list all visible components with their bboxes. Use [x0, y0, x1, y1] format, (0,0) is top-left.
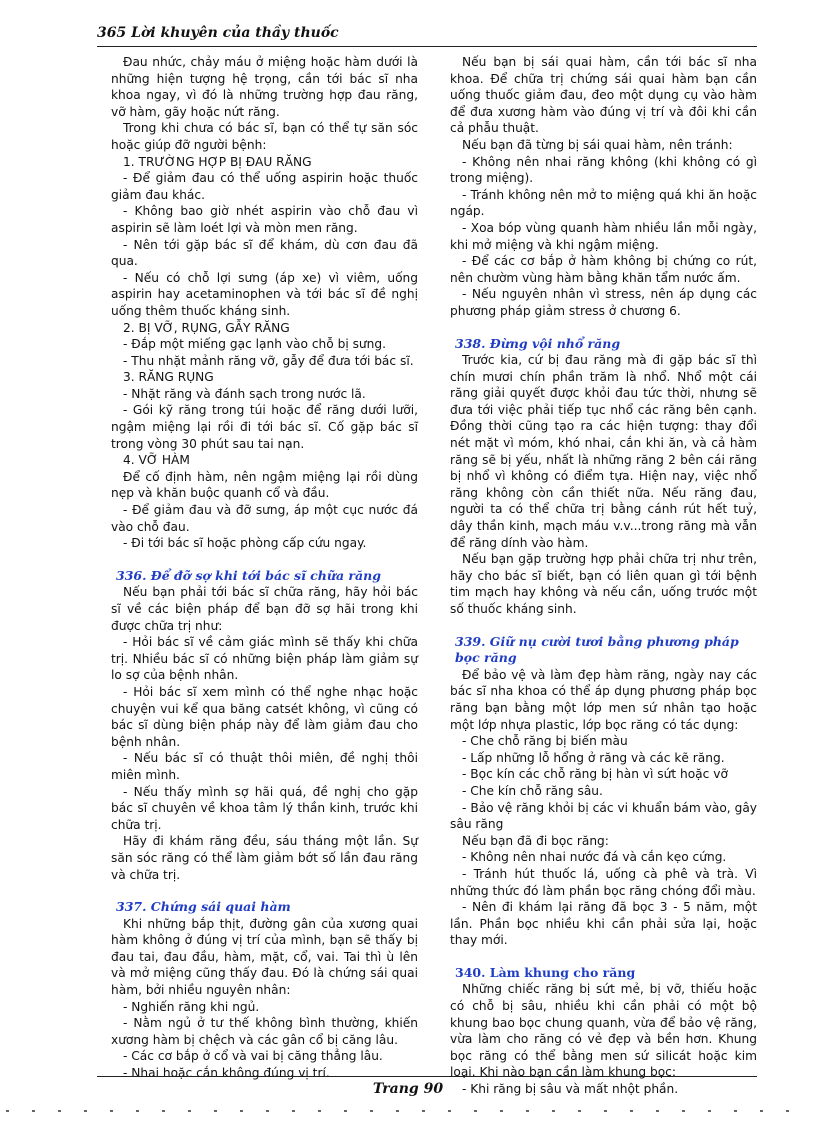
paragraph: - Nằm ngủ ở tư thế không bình thường, khiến xương hàm bị chệch và các gân cổ bị căng lâu.	[111, 1016, 418, 1047]
edge-dot	[240, 1110, 243, 1112]
paragraph: - Nghiến răng khi ngủ.	[123, 999, 260, 1014]
paragraph: - Nhai hoặc cắn không đúng vị trí.	[123, 1066, 330, 1081]
paragraph: - Bọc kín các chỗ răng bị hàn vì sứt hoặc vỡ	[462, 767, 728, 782]
section-heading: 339. Giữ nụ cười tươi bằng phương pháp bọc răng	[455, 633, 739, 666]
paragraph: - Để giảm đau và đỡ sưng, áp một cục nước đá vào chỗ đau.	[111, 503, 418, 534]
book-title: 365 Lời khuyên của thầy thuốc	[97, 25, 339, 41]
paragraph: - Khi răng bị sâu và mất nhột phần.	[462, 1082, 679, 1097]
edge-dot	[266, 1110, 269, 1112]
paragraph: - Nếu nguyên nhân vì stress, nên áp dụng các phương pháp giảm stress ở chương 6.	[450, 287, 757, 318]
paragraph: Trong khi chưa có bác sĩ, bạn có thể tự săn sóc hoặc giúp đỡ người bệnh:	[111, 121, 418, 152]
edge-dot	[448, 1110, 451, 1112]
bottom-edge-dots	[6, 1110, 810, 1116]
right-column	[450, 54, 757, 1098]
paragraph: Nếu bạn đã từng bị sái quai hàm, nên tránh:	[462, 137, 733, 152]
paragraph: - Nhặt răng và đánh sạch trong nước lã.	[123, 386, 366, 401]
footer-divider	[97, 1076, 757, 1077]
section-heading: 337. Chứng sái quai hàm	[116, 899, 291, 915]
paragraph: - Để giảm đau có thể uống aspirin hoặc thuốc giảm đau khác.	[111, 171, 418, 202]
edge-dot	[6, 1110, 9, 1112]
paragraph: - Tránh không nên mở to miệng quá khi ăn hoặc ngáp.	[450, 187, 757, 219]
paragraph: Những chiếc răng bị sứt mẻ, bị vỡ, thiếu hoặc có chỗ bị sâu, nhiều khi cần phải có một bộ khung bao bọc chung quanh, vừa để bảo vệ răng, vừa làm cho răng có vẻ đẹp và bền hơn. Khung bọc răng có thể bằng men sứ silicát hoặc kim loại. Khi nào bạn cần làm khung bọc:	[450, 982, 757, 1080]
edge-dot	[682, 1110, 685, 1112]
paragraph: Hãy đi khám răng đều, sáu tháng một lần. Sự săn sóc răng có thể làm giảm bớt số lần đau răng và chữa trị.	[111, 834, 418, 882]
paragraph: 3. RĂNG RỤNG	[123, 370, 214, 385]
edge-dot	[630, 1110, 633, 1112]
paragraph: 4. VỠ HÀM	[123, 453, 190, 468]
paragraph: - Lấp những lỗ hổng ở răng và các kẽ răng.	[462, 750, 725, 765]
edge-dot	[32, 1110, 35, 1112]
page-number: Trang 90	[372, 1081, 444, 1097]
section-heading: 336. Để đỡ sợ khi tới bác sĩ chữa răng	[116, 567, 381, 583]
edge-dot	[318, 1110, 321, 1112]
paragraph: - Các cơ bắp ở cổ và vai bị căng thẳng lâu.	[123, 1049, 383, 1064]
section-heading: 338. Đừng vội nhổ răng	[455, 335, 621, 351]
paragraph: - Thu nhặt mảnh răng vỡ, gẫy để đưa tới bác sĩ.	[123, 353, 414, 368]
edge-dot	[708, 1110, 711, 1112]
edge-dot	[500, 1110, 503, 1112]
edge-dot	[656, 1110, 659, 1112]
edge-dot	[734, 1110, 737, 1112]
edge-dot	[474, 1110, 477, 1112]
edge-dot	[786, 1110, 789, 1112]
paragraph: - Đắp một miếng gạc lạnh vào chỗ bị sưng.	[123, 337, 386, 352]
edge-dot	[84, 1110, 87, 1112]
paragraph: - Che chỗ răng bị biến màu	[462, 734, 628, 749]
left-column	[111, 54, 418, 1082]
edge-dot	[162, 1110, 165, 1112]
edge-dot	[396, 1110, 399, 1112]
paragraph: - Đi tới bác sĩ hoặc phòng cấp cứu ngay.	[123, 536, 367, 551]
paragraph: Nếu bạn đã đi bọc răng:	[462, 833, 609, 848]
paragraph: Nếu bạn bị sái quai hàm, cần tới bác sĩ nha khoa. Để chữa trị chứng sái quai hàm bạn cần uống thuốc giảm đau, đeo một dụng cụ vào hàm để đưa xương hàm vào đúng vị trí và đôi khi cần cả phẫu thuật.	[450, 55, 757, 136]
paragraph: Để bảo vệ và làm đẹp hàm răng, ngày nay các bác sĩ nha khoa có thể áp dụng phương pháp bọc răng bạn bằng một lớp men sứ nhân tạo hoặc một lớp nhựa plastic, lớp bọc răng có tác dụng:	[450, 667, 757, 732]
edge-dot	[552, 1110, 555, 1112]
paragraph: - Hỏi bác sĩ về cảm giác mình sẽ thấy khi chữa trị. Nhiều bác sĩ có những biện pháp làm giảm sự lo sợ của bệnh nhân.	[111, 635, 418, 683]
paragraph: Khi những bắp thịt, đường gân của xương quai hàm không ở đúng vị trí của mình, bạn sẽ thấy bị đau tai, đau đầu, hàm, mặt, cổ, vai. Tai thì ù lên và mở miệng cũng thấy đau. Đó là chứng sái quai hàm, bởi nhiều nguyên nhân:	[111, 916, 418, 998]
edge-dot	[370, 1110, 373, 1112]
paragraph: - Không nên nhai nước đá và cắn kẹo cứng.	[462, 850, 727, 865]
paragraph: Trước kia, cứ bị đau răng mà đi gặp bác sĩ thì chín mươi chín phần trăm là nhổ. Nhổ một cái răng giải quyết được khỏi đau tức thời, nhưng sẽ đưa tới việc phải tiếp tục nhổ các răng bên cạnh. Đồng thời cũng tạo ra các hiện tượng: thay đổi nét mặt vì móm, khó nhai, cắn khi ăn, và cả hàm răng sẽ bị yếu, nhất là những răng 2 bên cái răng bị nhổ vì không có điểm tựa. Hiện nay, việc nhổ răng không còn cần thiết nữa. Nếu răng đau, người ta có thể chữa trị bằng cánh rút hết tuỷ, dây thần kinh, mạch máu v.v...trong răng mà vẫn để răng dính vào hàm.	[450, 353, 757, 550]
edge-dot	[526, 1110, 529, 1112]
edge-dot	[578, 1110, 581, 1112]
paragraph: - Nếu bác sĩ có thuật thôi miên, đề nghị thôi miên mình.	[111, 751, 418, 782]
edge-dot	[760, 1110, 763, 1112]
paragraph: - Xoa bóp vùng quanh hàm nhiều lần mỗi ngày, khi mở miệng và khi ngậm miệng.	[450, 220, 757, 252]
edge-dot	[292, 1110, 295, 1112]
paragraph: - Không nên nhai răng không (khi không có gì trong miệng).	[450, 154, 757, 186]
paragraph: - Nên tới gặp bác sĩ để khám, dù cơn đau đã qua.	[111, 237, 418, 269]
edge-dot	[188, 1110, 191, 1112]
paragraph: - Để các cơ bắp ở hàm không bị chứng co rút, nên chườm vùng hàm bằng khăn tẩm nước ấm.	[450, 254, 757, 285]
edge-dot	[58, 1110, 61, 1112]
section-heading: 340. Làm khung cho răng	[455, 964, 636, 980]
paragraph: - Hỏi bác sĩ xem mình có thể nghe nhạc hoặc chuyện vui kể qua băng catsét không, vì cũng có bác sĩ dùng biện pháp này để làm giảm đau cho bệnh nhân.	[111, 684, 418, 749]
paragraph: Nếu bạn gặp trường hợp phải chữa trị như trên, hãy cho bác sĩ biết, bạn có liên quan gì tới bệnh tim mạch hay không và nếu cần, uống trước một số thuốc kháng sinh.	[450, 552, 757, 616]
paragraph: Đau nhức, chảy máu ở miệng hoặc hàm dưới là những hiện tượng hệ trọng, cần tới bác sĩ nha khoa ngay, vì đó là những trường hợp đau răng, vỡ hàm, gãy hoặc nứt răng.	[111, 55, 418, 119]
edge-dot	[110, 1110, 113, 1112]
edge-dot	[422, 1110, 425, 1112]
edge-dot	[214, 1110, 217, 1112]
paragraph: - Gói kỹ răng trong túi hoặc để răng dưới lưỡi, ngậm miệng lại rồi đi tới bác sĩ. Cố gặp bác sĩ trong vòng 30 phút sau tai nạn.	[111, 403, 418, 451]
edge-dot	[344, 1110, 347, 1112]
paragraph: - Che kín chỗ răng sâu.	[462, 783, 603, 798]
paragraph: Để cố định hàm, nên ngậm miệng lại rồi dùng nẹp và khăn buộc quanh cổ và đầu.	[111, 469, 418, 501]
edge-dot	[604, 1110, 607, 1112]
paragraph: - Nếu thấy mình sợ hãi quá, đề nghị cho gặp bác sĩ chuyên về khoa tâm lý thần kinh, trước khi chữa trị.	[111, 784, 418, 832]
paragraph: Nếu bạn phải tới bác sĩ chữa răng, hãy hỏi bác sĩ về các biện pháp để bạn đỡ sợ hãi trong khi được chữa trị như:	[111, 585, 418, 633]
header-divider	[97, 46, 757, 47]
paragraph: - Bảo vệ răng khỏi bị các vi khuẩn bám vào, gây sâu răng	[450, 800, 757, 832]
paragraph: 2. BỊ VỠ, RỤNG, GẪY RĂNG	[123, 320, 290, 335]
paragraph: 1. TRƯỜNG HỢP BỊ ĐAU RĂNG	[123, 154, 312, 169]
edge-dot	[136, 1110, 139, 1112]
paragraph: - Tránh hút thuốc lá, uống cà phê và trà. Vì những thức đó làm phần bọc răng chóng đổi màu.	[450, 866, 757, 898]
paragraph: - Nếu có chỗ lợi sưng (áp xe) vì viêm, uống aspirin hay acetaminophen và tới bác sĩ đề nghị uống thêm thuốc kháng sinh.	[111, 270, 418, 318]
paragraph: - Không bao giờ nhét aspirin vào chỗ đau vì aspirin sẽ làm loét lợi và mòn men răng.	[111, 204, 418, 235]
paragraph: - Nên đi khám lại răng đã bọc 3 - 5 năm, một lần. Phần bọc nhiều khi cần phải sửa lại, hoặc thay mới.	[450, 900, 757, 948]
